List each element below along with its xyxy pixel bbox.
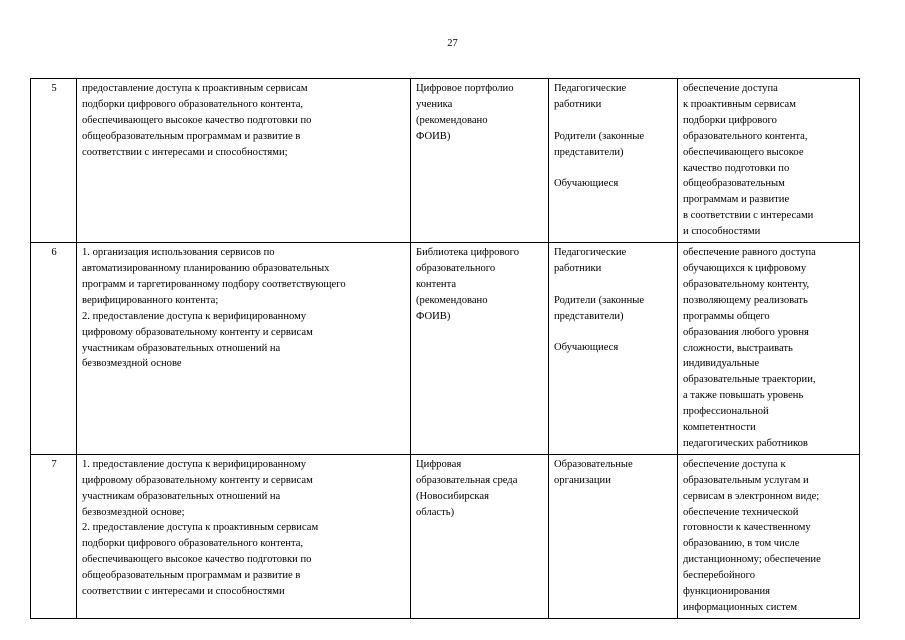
text-line: соответствии с интересами и способностями (82, 586, 285, 598)
text-line: педагогических работников (683, 437, 808, 449)
text-line: и способностями (683, 226, 761, 238)
line-gap (554, 161, 673, 177)
text-line: позволяющему реализовать (683, 294, 808, 306)
text-line: соответствии с интересами и способностями; (82, 146, 288, 158)
text-line: сложности, выстраивать (683, 342, 793, 354)
text-line: образованию, в том числе (683, 538, 800, 550)
text-line: подборки цифрового (683, 114, 777, 126)
table-row (31, 79, 860, 243)
text-line: работники (554, 98, 602, 110)
text-line: дистанционному; обеспечение (683, 554, 821, 566)
text-line: (Новосибирская (416, 490, 489, 502)
text-line: (рекомендовано (416, 294, 488, 306)
text-line: обеспечивающего высокое качество подготовки по (82, 114, 312, 126)
users-cell (549, 79, 678, 243)
page-number: 27 (447, 38, 458, 49)
text-line: функционирования (683, 586, 771, 598)
row-number: 6 (31, 243, 77, 455)
text-line: общеобразовательным программам и развитие в (82, 570, 301, 582)
services-cell (77, 454, 411, 618)
text-line: автоматизированному планированию образовательных (82, 262, 330, 274)
text-line: Родители (законные (554, 294, 645, 306)
text-line: программы общего (683, 310, 770, 322)
text-line: 1. предоставление доступа к верифицированному (82, 458, 307, 470)
text-line: Педагогические (554, 247, 627, 259)
text-line: образования любого уровня (683, 326, 809, 338)
text-line: обеспечение доступа (683, 83, 778, 94)
text-line: 2. предоставление доступа к верифицированному (82, 310, 307, 322)
text-line: 2. предоставление доступа к проактивным сервисам (82, 522, 319, 534)
text-line: в соответствии с интересами (683, 210, 814, 222)
text-line: сервисам в электронном виде; (683, 490, 820, 502)
text-line: безвозмездной основе (82, 358, 182, 370)
text-line: компетентности (683, 422, 756, 434)
text-line: безвозмездной основе; (82, 506, 185, 518)
text-line: Цифровая (416, 458, 462, 470)
line-gap (554, 277, 673, 293)
text-line: образовательным услугам и (683, 474, 809, 486)
text-line: программам и развитие (683, 194, 790, 206)
text-line: Обучающиеся (554, 178, 619, 190)
text-line: профессиональной (683, 406, 769, 418)
services-cell (77, 243, 411, 455)
text-line: индивидуальные (683, 358, 760, 370)
text-line: подборки цифрового образовательного контента, (82, 98, 304, 110)
line-gap (554, 113, 673, 129)
text-line: обучающихся к цифровому (683, 262, 807, 274)
text-line: Обучающиеся (554, 342, 619, 354)
text-line: предоставление доступа к проактивным сервисам (82, 83, 308, 94)
system-cell (411, 454, 549, 618)
system-cell (411, 79, 549, 243)
table-row (31, 243, 860, 455)
text-line: к проактивным сервисам (683, 98, 796, 110)
text-line: ФОИВ) (416, 310, 451, 322)
text-line: ФОИВ) (416, 130, 451, 142)
text-line: Образовательные (554, 458, 633, 470)
text-line: Педагогические (554, 83, 627, 94)
text-line: подборки цифрового образовательного контента, (82, 538, 304, 550)
text-line: образовательному контенту, (683, 278, 810, 290)
effect-cell (678, 79, 860, 243)
text-line: образовательного (416, 262, 496, 274)
users-cell (549, 454, 678, 618)
text-line: 1. организация использования сервисов по (82, 247, 275, 259)
text-line: программ и таргетированному подбору соответствующего (82, 278, 346, 290)
effect-cell (678, 243, 860, 455)
text-line: обеспечение равного доступа (683, 247, 816, 259)
text-line: Родители (законные (554, 130, 645, 142)
row-number: 5 (31, 79, 77, 243)
services-cell (77, 79, 411, 243)
text-line: обеспечение технической (683, 506, 799, 518)
text-line: Цифровое портфолио (416, 83, 514, 94)
text-line: цифровому образовательному контенту и сервисам (82, 474, 313, 486)
text-line: область) (416, 506, 455, 518)
text-line: работники (554, 262, 602, 274)
text-line: бесперебойного (683, 570, 755, 582)
text-line: обеспечивающего высокое качество подготовки по (82, 554, 312, 566)
text-line: обеспечивающего высокое (683, 146, 804, 158)
text-line: цифровому образовательному контенту и сервисам (82, 326, 313, 338)
text-line: образовательная среда (416, 474, 518, 486)
text-line: образовательного контента, (683, 130, 808, 142)
text-line: образовательные траектории, (683, 374, 816, 386)
text-line: качество подготовки по (683, 162, 790, 174)
effect-cell (678, 454, 860, 618)
text-line: обеспечение доступа к (683, 458, 786, 470)
table-row (31, 454, 860, 618)
text-line: представители) (554, 310, 624, 322)
users-cell (549, 243, 678, 455)
text-line: контента (416, 278, 457, 290)
text-line: участникам образовательных отношений на (82, 342, 281, 354)
text-line: участникам образовательных отношений на (82, 490, 281, 502)
text-line: а также повышать уровень (683, 390, 804, 402)
services-table (30, 78, 860, 619)
text-line: информационных систем (683, 602, 798, 613)
system-cell (411, 243, 549, 455)
text-line: верифицированного контента; (82, 294, 219, 306)
row-number: 7 (31, 454, 77, 618)
text-line: готовности к качественному (683, 522, 811, 534)
text-line: (рекомендовано (416, 114, 488, 126)
text-line: представители) (554, 146, 624, 158)
text-line: общеобразовательным программам и развитие в (82, 130, 301, 142)
text-line: ученика (416, 98, 453, 110)
text-line: общеобразовательным (683, 178, 785, 190)
line-gap (554, 325, 673, 341)
text-line: организации (554, 474, 611, 486)
text-line: Библиотека цифрового (416, 247, 520, 259)
